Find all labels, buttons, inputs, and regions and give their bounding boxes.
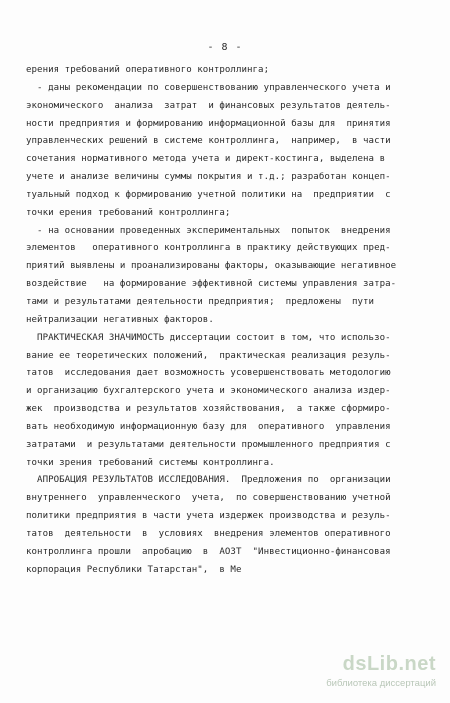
text-line: точки ерения требований контроллинга; <box>26 207 231 218</box>
text-line: туальный подход к формированию учетной политики на предприятии с <box>26 189 391 200</box>
text-line: нейтрализации негативных факторов. <box>26 314 214 325</box>
text-line: корпорация Республики Татарстан", в Ме <box>26 564 242 575</box>
text-line: вание ее теоретических положений, практическая реализация резуль- <box>26 350 391 361</box>
text-line: воздействие на формирование эффективной системы управления затра- <box>26 279 397 290</box>
text-line: приятий выявлены и проанализированы факторы, оказывающие негативное <box>26 261 397 272</box>
text-line: внутреннего управленческого учета, по совершенствованию учетной <box>26 493 391 504</box>
watermark <box>266 653 436 693</box>
text-line: татов деятельности в условиях внедрения элементов оперативного <box>26 528 391 539</box>
document-body <box>26 62 432 579</box>
text-line: ности предприятия и формированию информационной базы для принятия <box>26 118 391 129</box>
text-line: ерения требований оперативного контроллинга; <box>26 65 270 75</box>
text-line: жек производства и результатов хозяйствования, а также сформиро- <box>26 404 391 415</box>
text-line: - на основании проведенных экспериментальных попыток внедрения <box>26 225 391 236</box>
text-line: учете и анализе величины суммы покрытия и т.д.; разработан концеп- <box>26 172 391 183</box>
text-line: точки зрения требований системы контроллинга. <box>26 457 275 468</box>
text-line: затратами и результатами деятельности промышленного предприятия с <box>26 439 391 450</box>
text-line: АПРОБАЦИЯ РЕЗУЛЬТАТОВ ИССЛЕДОВАНИЯ. Предложения по организации <box>26 475 391 486</box>
text-line: управленческих решений в системе контроллинга, например, в части <box>26 136 391 147</box>
text-line: татов исследования дает возможность усовершенствовать методологию <box>26 368 391 379</box>
watermark-logo: dsLib.net <box>342 653 436 675</box>
watermark-subtitle: библиотека диссертаций <box>326 678 436 689</box>
text-line: экономического анализа затрат и финансовых результатов деятель- <box>26 100 391 111</box>
page-number: - 8 - <box>207 42 243 53</box>
text-line: тами и результатами деятельности предприятия; предложены пути <box>26 296 375 307</box>
text-line: и организацию бухгалтерского учета и экономического анализа издер- <box>26 386 391 397</box>
text-line: политики предприятия в части учета издержек производства и резуль- <box>26 511 391 522</box>
text-line: - даны рекомендации по совершенствованию управленческого учета и <box>26 82 391 93</box>
text-line: ПРАКТИЧЕСКАЯ ЗНАЧИМОСТЬ диссертации состоит в том, что использо- <box>26 332 391 343</box>
text-line: элементов оперативного контроллинга в практику действующих пред- <box>26 243 391 254</box>
text-line: контроллинга прошли апробацию в АОЗТ "Инвестиционно-финансовая <box>26 546 391 557</box>
text-line: вать необходимую информационную базу для оперативного управления <box>26 421 391 432</box>
text-line: сочетания нормативного метода учета и директ-костинга, выделена в <box>26 154 386 165</box>
